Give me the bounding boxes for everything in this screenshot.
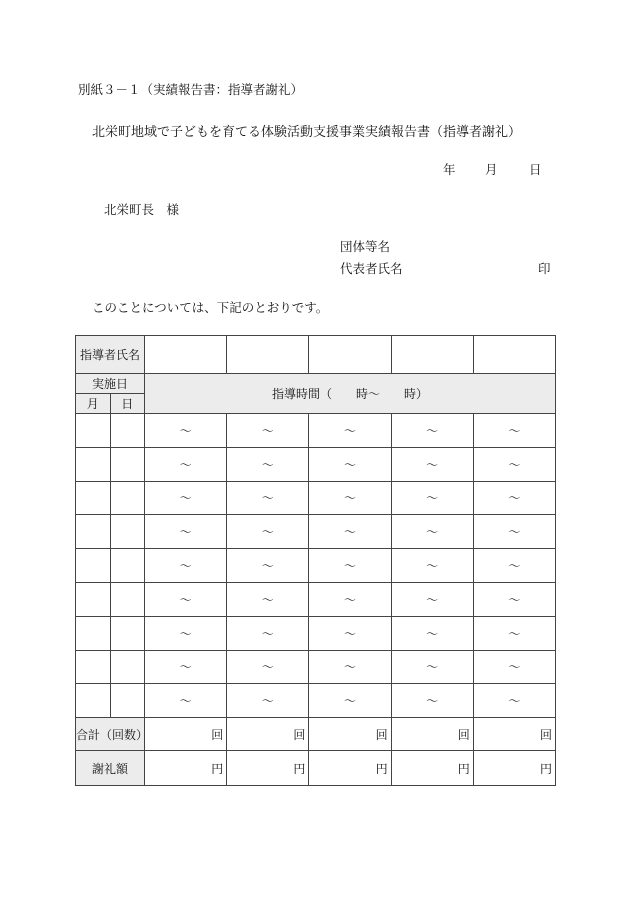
time-cell[interactable]: ～ (227, 549, 309, 583)
date-line (443, 160, 542, 178)
time-cell[interactable]: ～ (227, 582, 309, 616)
count-cell[interactable]: 回 (227, 718, 309, 751)
fee-cell[interactable]: 円 (391, 751, 473, 786)
day-cell[interactable] (110, 549, 145, 583)
time-cell[interactable]: ～ (391, 414, 473, 448)
day-cell[interactable] (110, 650, 145, 684)
time-cell[interactable]: ～ (227, 684, 309, 718)
time-cell[interactable]: ～ (145, 684, 227, 718)
fee-amount-label: 謝礼額 (76, 751, 145, 786)
time-cell[interactable]: ～ (473, 582, 555, 616)
time-cell[interactable]: ～ (309, 414, 391, 448)
organization-name-label: 団体等名 (340, 239, 391, 254)
intro-text: このことについては、下記のとおりです。 (92, 300, 329, 315)
time-cell[interactable]: ～ (145, 515, 227, 549)
time-cell[interactable]: ～ (473, 481, 555, 515)
time-cell[interactable]: ～ (145, 616, 227, 650)
instructor-name-label: 指導者氏名 (76, 336, 145, 374)
time-cell[interactable]: ～ (227, 616, 309, 650)
month-cell[interactable] (76, 684, 111, 718)
month-cell[interactable] (76, 582, 111, 616)
time-cell[interactable]: ～ (473, 414, 555, 448)
time-cell[interactable]: ～ (227, 414, 309, 448)
time-cell[interactable]: ～ (145, 414, 227, 448)
time-cell[interactable]: ～ (309, 582, 391, 616)
time-cell[interactable]: ～ (227, 447, 309, 481)
table-row (76, 684, 556, 718)
day-cell[interactable] (110, 582, 145, 616)
time-cell[interactable]: ～ (227, 515, 309, 549)
fee-cell[interactable]: 円 (309, 751, 391, 786)
table-row (76, 447, 556, 481)
time-cell[interactable]: ～ (391, 481, 473, 515)
table-row (76, 616, 556, 650)
time-cell[interactable]: ～ (309, 515, 391, 549)
time-cell[interactable]: ～ (309, 650, 391, 684)
form-code: 別紙３－１（実績報告書：指導者謝礼） (78, 82, 304, 97)
table-row (76, 414, 556, 448)
count-cell[interactable]: 回 (473, 718, 555, 751)
addressee: 北栄町長 様 (104, 202, 180, 217)
fee-cell[interactable]: 円 (145, 751, 227, 786)
time-cell[interactable]: ～ (391, 515, 473, 549)
instructor-name-cell[interactable] (309, 336, 391, 374)
table-row (76, 549, 556, 583)
total-count-label: 合計（回数） (76, 718, 145, 751)
day-cell[interactable] (110, 414, 145, 448)
instructor-name-cell[interactable] (227, 336, 309, 374)
date-year-label: 年 (443, 162, 456, 177)
fee-cell[interactable]: 円 (227, 751, 309, 786)
instructor-name-cell[interactable] (145, 336, 227, 374)
table-row (76, 481, 556, 515)
date-month-label: 月 (485, 162, 498, 177)
instructor-name-cell[interactable] (391, 336, 473, 374)
document-title: 北栄町地域で子どもを育てる体験活動支援事業実績報告書（指導者謝礼） (92, 125, 522, 140)
time-cell[interactable]: ～ (309, 481, 391, 515)
time-cell[interactable]: ～ (145, 447, 227, 481)
time-cell[interactable]: ～ (309, 447, 391, 481)
day-cell[interactable] (110, 616, 145, 650)
table-row (76, 650, 556, 684)
instructor-record-table (75, 335, 556, 786)
fee-cell[interactable]: 円 (473, 751, 555, 786)
day-cell[interactable] (110, 447, 145, 481)
time-cell[interactable]: ～ (473, 515, 555, 549)
time-cell[interactable]: ～ (145, 481, 227, 515)
day-label: 日 (110, 394, 145, 414)
total-row (76, 718, 556, 751)
time-cell[interactable]: ～ (309, 684, 391, 718)
time-cell[interactable]: ～ (309, 549, 391, 583)
month-label: 月 (76, 394, 111, 414)
table-row (76, 515, 556, 549)
time-cell[interactable]: ～ (227, 650, 309, 684)
table-row (76, 582, 556, 616)
time-cell[interactable]: ～ (473, 684, 555, 718)
time-cell[interactable]: ～ (473, 650, 555, 684)
month-cell[interactable] (76, 549, 111, 583)
time-cell[interactable]: ～ (145, 549, 227, 583)
time-cell[interactable]: ～ (473, 616, 555, 650)
seal-mark: 印 (538, 261, 551, 276)
time-cell[interactable]: ～ (391, 582, 473, 616)
time-cell[interactable]: ～ (309, 616, 391, 650)
time-cell[interactable]: ～ (391, 549, 473, 583)
fee-row (76, 751, 556, 786)
month-cell[interactable] (76, 616, 111, 650)
time-cell[interactable]: ～ (391, 447, 473, 481)
implementation-date-label: 実施日 (76, 374, 145, 394)
month-cell[interactable] (76, 481, 111, 515)
time-cell[interactable]: ～ (473, 549, 555, 583)
day-cell[interactable] (110, 515, 145, 549)
month-cell[interactable] (76, 515, 111, 549)
count-cell[interactable]: 回 (145, 718, 227, 751)
day-cell[interactable] (110, 481, 145, 515)
time-cell[interactable]: ～ (391, 684, 473, 718)
time-cell[interactable]: ～ (391, 616, 473, 650)
month-cell[interactable] (76, 447, 111, 481)
time-cell[interactable]: ～ (473, 447, 555, 481)
representative-name-label: 代表者氏名 (340, 261, 403, 276)
month-cell[interactable] (76, 414, 111, 448)
instruction-time-header: 指導時間（ 時～ 時） (145, 374, 556, 414)
count-cell[interactable]: 回 (309, 718, 391, 751)
day-cell[interactable] (110, 684, 145, 718)
instructor-name-cell[interactable] (473, 336, 555, 374)
month-cell[interactable] (76, 650, 111, 684)
date-day-label: 日 (529, 162, 542, 177)
time-cell[interactable]: ～ (227, 481, 309, 515)
count-cell[interactable]: 回 (391, 718, 473, 751)
time-cell[interactable]: ～ (145, 650, 227, 684)
time-cell[interactable]: ～ (145, 582, 227, 616)
time-cell[interactable]: ～ (391, 650, 473, 684)
